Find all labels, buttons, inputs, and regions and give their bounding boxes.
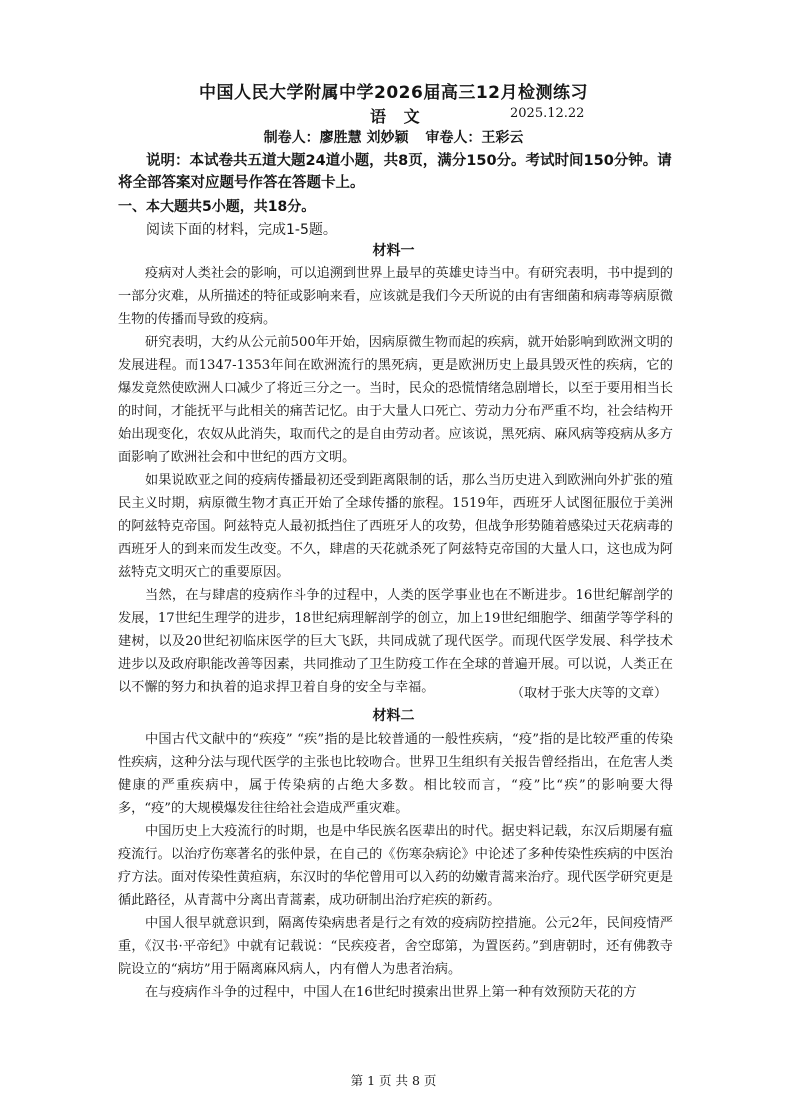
material2-paragraph: 在与疫病作斗争的过程中，中国人在16世纪时摸索出世界上第一种有效预防天花的方	[145, 985, 637, 1000]
material1-heading: 材料一	[372, 243, 415, 259]
material2-body	[118, 728, 673, 1004]
material1-paragraph: 疫病对人类社会的影响，可以追溯到世界上最早的英雄史诗当中。有研究表明，书中提到的一部分灾难，从所描述的特征或影响来看，应该就是我们今天所说的由有害细菌和病毒等病原微生物的传播而导致的疫病。	[118, 266, 673, 327]
exam-instructions: 说明：本试卷共五道大题24道小题，共8页，满分150分。考试时间150分钟。请将全部答案对应题号作答在答题卡上。	[118, 153, 672, 191]
exam-title: 中国人民大学附属中学2026届高三12月检测练习	[199, 83, 588, 103]
author-line	[0, 127, 787, 147]
section-heading: 一、本大题共5小题，共18分。	[118, 199, 316, 215]
exam-date: 2025.12.22	[510, 106, 585, 121]
material1-paragraph: 如果说欧亚之间的疫病传播最初还受到距离限制的话，那么当历史进入到欧洲向外扩张的殖民主义时期，病原微生物才真正开始了全球传播的旅程。1519年，西班牙人试图征服位于美洲的阿兹特克帝国。阿兹特克人最初抵挡住了西班牙人的攻势，但战争形势随着感染过天花病毒的西班牙人的到来而发生改变。不久，肆虐的天花就杀死了阿兹特克帝国的大量人口，这也成为阿兹特克文明灭亡的重要原因。	[118, 473, 673, 580]
material1-paragraph: 当然，在与肆虐的疫病作斗争的过程中，人类的医学事业也在不断进步。16世纪解剖学的发展，17世纪生理学的进步，18世纪病理解剖学的创立，加上19世纪细胞学、细菌学等学科的建树，以及20世纪初临床医学的巨大飞跃，共同成就了现代医学。而现代医学发展、科学技术进步以及政府职能改善等因素，共同推动了卫生防疫工作在全球的普遍开展。可以说，人类正在以不懈的努力和执着的追求捍卫着自身的安全与幸福。	[118, 588, 673, 695]
material2-paragraph: 中国历史上大疫流行的时期，也是中华民族名医辈出的时代。据史料记载，东汉后期屡有瘟疫流行。以治疗伤寒著名的张仲景，在自己的《伤寒杂病论》中论述了多种传染性疾病的中医治疗方法。面对传染性黄疸病，东汉时的华佗曾用可以入药的幼嫩青蒿来治疗。现代医学研究更是循此路径，从青蒿中分离出青蒿素，成功研制出治疗疟疾的新药。	[118, 824, 673, 908]
reviewer-label: 审卷人：王彩云	[425, 130, 524, 146]
subject-label: 语 文	[370, 107, 426, 126]
material1-paragraph: 研究表明，大约从公元前500年开始，因病原微生物而起的疾病，就开始影响到欧洲文明的发展进程。而1347-1353年间在欧洲流行的黑死病，更是欧洲历史上最具毁灭性的疾病，它的爆发竟然使欧洲人口减少了将近三分之一。当时，民众的恐慌情绪急剧增长，以至于要用相当长的时间，才能抚平与此相关的痛苦记忆。由于大量人口死亡、劳动力分布严重不均，社会结构开始出现变化，农奴从此消失，取而代之的是自由劳动者。应该说，黑死病、麻风病等疫病从多方面影响了欧洲社会和中世纪的西方文明。	[118, 335, 673, 465]
makers-label: 制卷人：廖胜慧 刘妙颖	[263, 130, 409, 146]
material2-paragraph: 中国古代文献中的“疾疫” “疾”指的是比较普通的一般性疾病，“疫”指的是比较严重的传染性疾病，这种分法与现代医学的主张也比较吻合。世界卫生组织有关报告曾经指出，在危害人类健康的严重疾病中，属于传染病的占绝大多数。相比较而言，“疫”比“疾”的影响要大得多，“疫”的大规模爆发往往给社会造成严重灾难。	[118, 732, 673, 816]
material1-body	[118, 262, 673, 699]
page-footer: 第 1 页 共 8 页	[350, 1073, 437, 1088]
material2-heading: 材料二	[372, 708, 415, 724]
material1-source: （取材于张大庆等的文章）	[510, 686, 667, 701]
reading-prompt: 阅读下面的材料，完成1-5题。	[146, 222, 337, 238]
material2-paragraph: 中国人很早就意识到，隔离传染病患者是行之有效的疫病防控措施。公元2年，民间疫情严重，《汉书·平帝纪》中就有记载说：“民疾疫者，舍空邸第，为置医药。”到唐朝时，还有佛教寺院设立的“病坊”用于隔离麻风病人，内有僧人为患者治病。	[118, 916, 673, 977]
